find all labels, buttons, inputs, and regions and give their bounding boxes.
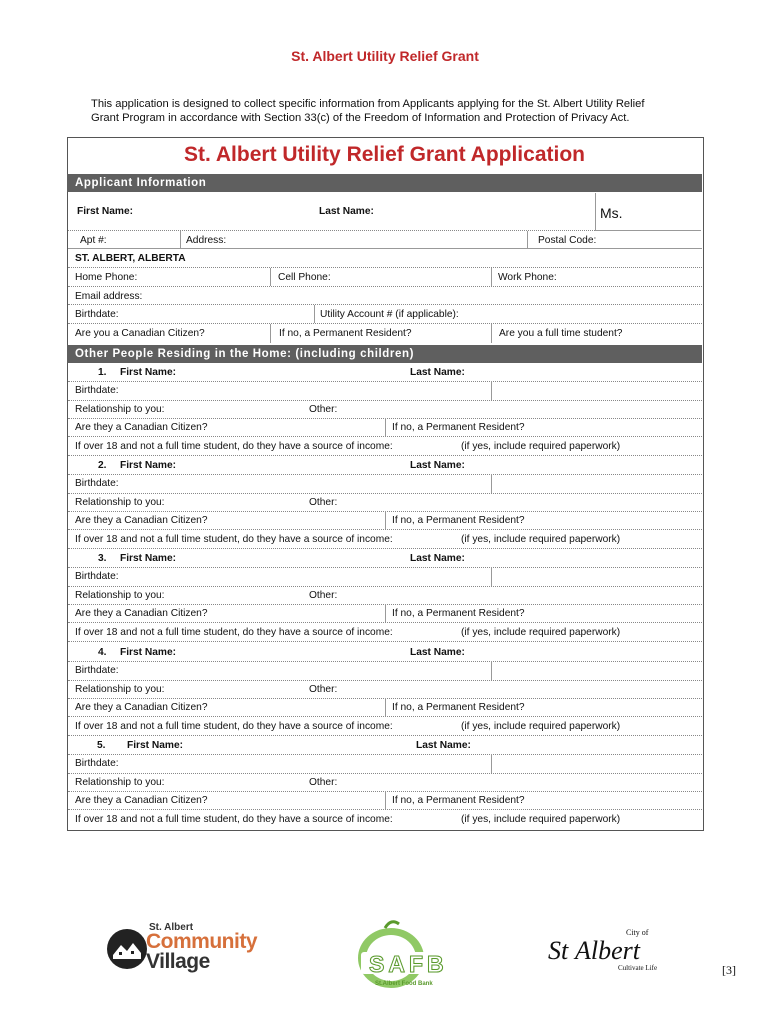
person-first-name-field[interactable]: First Name: [120,460,177,471]
person-other-field[interactable]: Other: [309,404,338,415]
safb-subtext: St.Albert Food Bank [375,981,433,987]
divider-line [68,809,702,810]
person-last-name-field[interactable]: Last Name: [410,367,465,378]
divider-line [68,716,702,717]
divider-line [68,455,702,456]
divider-line [385,418,386,436]
person-last-name-field[interactable]: Last Name: [410,647,465,658]
city-province: ST. ALBERT, ALBERTA [75,253,186,264]
person-other-field[interactable]: Other: [309,777,338,788]
village-word: Village [146,950,210,973]
person-paperwork-note: (if yes, include required paperwork) [461,534,621,545]
divider-line [68,548,702,549]
cultivate-text: Cultivate Life [618,964,658,972]
safb-logo [339,918,469,998]
person-last-name-field[interactable]: Last Name: [416,740,471,751]
home-phone-field[interactable]: Home Phone: [75,272,138,283]
person-paperwork-note: (if yes, include required paperwork) [461,814,621,825]
divider-line [68,474,702,475]
full-time-student-field[interactable]: Are you a full time student? [499,328,623,339]
safb-text: SAFB [369,951,448,977]
person-paperwork-note: (if yes, include required paperwork) [461,441,621,452]
divider-line [68,586,702,587]
person-number: 3. [98,553,107,564]
divider-line [491,661,492,680]
person-birthdate-field[interactable]: Birthdate: [75,571,119,582]
first-name-field[interactable]: First Name: [77,206,134,217]
divider-line [68,773,702,774]
person-birthdate-field[interactable]: Birthdate: [75,665,119,676]
divider-line [385,604,386,622]
permanent-resident-field[interactable]: If no, a Permanent Resident? [279,328,412,339]
divider-line [385,791,386,809]
divider-line [68,622,702,623]
person-last-name-field[interactable]: Last Name: [410,460,465,471]
email-field[interactable]: Email address: [75,291,143,302]
st-text: St [548,936,569,965]
albert-text: Albert [575,936,640,965]
divider-line [491,474,492,493]
person-income-field[interactable]: If over 18 and not a full time student, do they have a source of income: [75,814,393,825]
person-birthdate-field[interactable]: Birthdate: [75,758,119,769]
person-citizen-field[interactable]: Are they a Canadian Citizen? [75,422,208,433]
person-last-name-field[interactable]: Last Name: [410,553,465,564]
person-first-name-field[interactable]: First Name: [120,367,177,378]
utility-account-field[interactable]: Utility Account # (if applicable): [320,309,459,320]
person-income-field[interactable]: If over 18 and not a full time student, do they have a source of income: [75,721,393,732]
person-income-field[interactable]: If over 18 and not a full time student, do they have a source of income: [75,441,393,452]
person-relationship-field[interactable]: Relationship to you: [75,777,165,788]
person-other-field[interactable]: Other: [309,684,338,695]
community-word: Community [146,930,257,953]
person-citizen-field[interactable]: Are they a Canadian Citizen? [75,608,208,619]
person-citizen-field[interactable]: Are they a Canadian Citizen? [75,795,208,806]
person-first-name-field[interactable]: First Name: [127,740,184,751]
person-first-name-field[interactable]: First Name: [120,553,177,564]
address-field[interactable]: Address: [186,235,227,246]
person-citizen-field[interactable]: Are they a Canadian Citizen? [75,702,208,713]
document-title: St. Albert Utility Relief Grant [291,48,479,64]
last-name-field[interactable]: Last Name: [319,206,374,217]
divider-line [385,511,386,529]
cell-phone-field[interactable]: Cell Phone: [278,272,331,283]
divider-line [68,436,702,437]
divider-line [491,754,492,773]
apt-field[interactable]: Apt #: [80,235,107,246]
salutation-value: Ms. [600,205,623,221]
birthdate-field[interactable]: Birthdate: [75,309,119,320]
divider-line [68,381,702,382]
other-residents-header: Other People Residing in the Home: (including children) [67,345,702,363]
person-paperwork-note: (if yes, include required paperwork) [461,721,621,732]
person-relationship-field[interactable]: Relationship to you: [75,404,165,415]
form-title: St. Albert Utility Relief Grant Application [184,143,585,166]
person-number: 2. [98,460,107,471]
person-number: 1. [98,367,107,378]
community-village-logo [105,922,265,974]
person-birthdate-field[interactable]: Birthdate: [75,385,119,396]
person-citizen-field[interactable]: Are they a Canadian Citizen? [75,515,208,526]
work-phone-field[interactable]: Work Phone: [498,272,557,283]
person-other-field[interactable]: Other: [309,590,338,601]
person-permanent-resident-field[interactable]: If no, a Permanent Resident? [392,422,525,433]
person-income-field[interactable]: If over 18 and not a full time student, do they have a source of income: [75,534,393,545]
person-relationship-field[interactable]: Relationship to you: [75,497,165,508]
person-permanent-resident-field[interactable]: If no, a Permanent Resident? [392,702,525,713]
community-house-icon [105,927,149,971]
person-permanent-resident-field[interactable]: If no, a Permanent Resident? [392,795,525,806]
city-of-text: City of [626,928,649,937]
divider-line [68,400,702,401]
divider-line [68,680,702,681]
divider-line [68,529,702,530]
person-permanent-resident-field[interactable]: If no, a Permanent Resident? [392,515,525,526]
divider-line [68,493,702,494]
person-paperwork-note: (if yes, include required paperwork) [461,627,621,638]
divider-line [68,567,702,568]
canadian-citizen-field[interactable]: Are you a Canadian Citizen? [75,328,205,339]
person-income-field[interactable]: If over 18 and not a full time student, do they have a source of income: [75,627,393,638]
divider-line [68,754,702,755]
divider-line [68,661,702,662]
divider-line [385,698,386,716]
page-number: [3] [722,963,736,977]
person-permanent-resident-field[interactable]: If no, a Permanent Resident? [392,608,525,619]
person-first-name-field[interactable]: First Name: [120,647,177,658]
applicant-information-header: Applicant Information [67,174,702,192]
person-number: 4. [98,647,107,658]
divider-line [68,735,702,736]
intro-line-1: This application is designed to collect specific information from Applicants applying for the St. Albert Utility Relief [91,98,645,110]
community-small: St. Albert [149,922,194,933]
person-other-field[interactable]: Other: [309,497,338,508]
city-of-st-albert-logo [548,928,668,973]
intro-line-2: Grant Program in accordance with Section 33(c) of the Freedom of Information and Protection of Privacy Act. [91,112,630,124]
person-number: 5. [97,740,106,751]
person-birthdate-field[interactable]: Birthdate: [75,478,119,489]
person-relationship-field[interactable]: Relationship to you: [75,590,165,601]
divider-line [491,381,492,400]
divider-line [491,567,492,586]
person-relationship-field[interactable]: Relationship to you: [75,684,165,695]
postal-code-field[interactable]: Postal Code: [538,235,597,246]
intro-paragraph [91,97,671,125]
divider-line [68,641,702,642]
